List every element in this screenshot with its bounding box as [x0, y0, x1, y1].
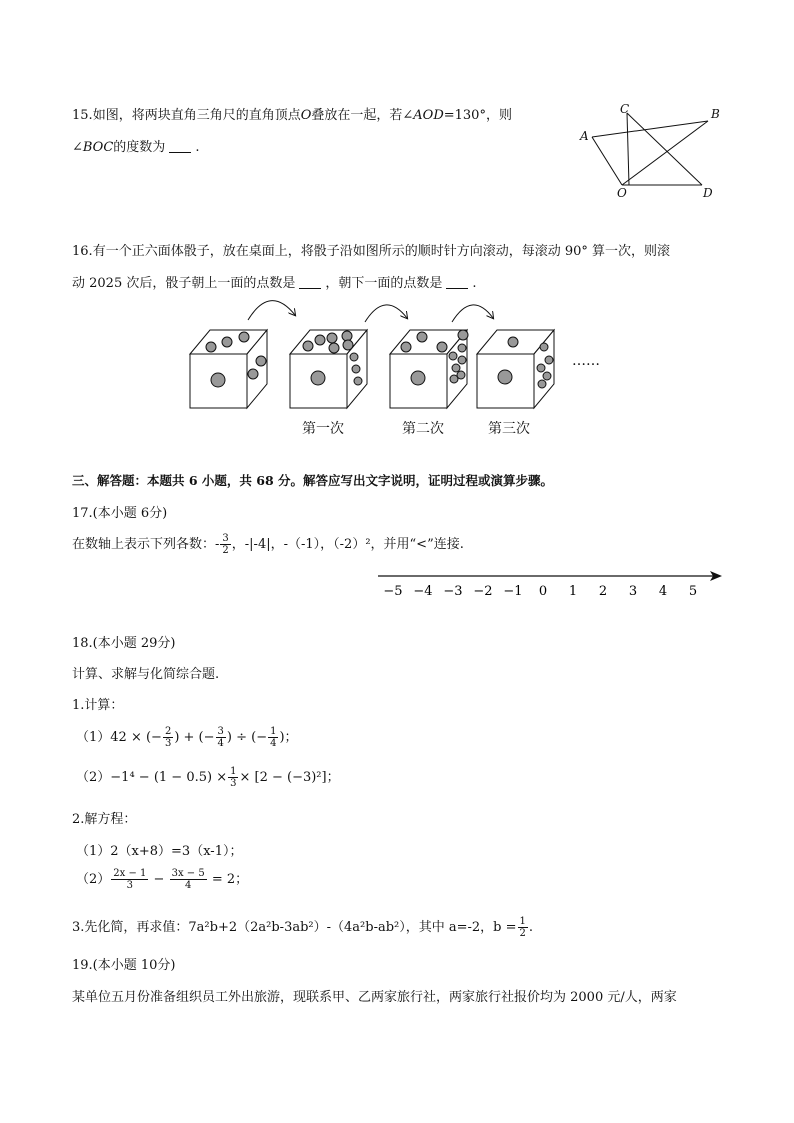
label-A: A [580, 129, 589, 143]
die-second [390, 330, 468, 408]
arrow-1 [248, 301, 295, 320]
tick-label: −2 [473, 584, 493, 599]
q18-calc-1: （1）42 × (− $\frac{2}{3}$ ) + (− $\frac{3}{4}$ ) ÷ (− $\frac{1}{4}$ )； [76, 726, 298, 749]
label-D: D [703, 186, 713, 200]
q18-calc-2: （2）−1⁴ − (1 − 0.5) × $\frac{1}{3}$ × [2 − (−3)²]； [76, 766, 340, 789]
dice-label-2: 第二次 [402, 421, 444, 437]
tick-label: −4 [413, 584, 433, 599]
segment-AO [592, 137, 622, 185]
tick-label: 3 [628, 584, 638, 599]
die-initial [190, 330, 267, 408]
tick-label: −5 [383, 584, 403, 599]
tick-label: 4 [658, 584, 668, 599]
die-first [290, 330, 367, 408]
tick-label: 0 [538, 584, 548, 599]
q18-intro: 计算、求解与化简综合题. [72, 667, 220, 682]
number-line [370, 566, 730, 606]
q18-eq-2: （2） $\frac{2x - 1}{3}$ − $\frac{3x - 5}{4}$ = 2； [76, 868, 249, 891]
q18-part2: 2.解方程： [72, 812, 137, 827]
die-third [477, 330, 554, 408]
segment-CO [627, 113, 629, 185]
dice-ellipsis: …… [572, 353, 600, 369]
dice-figure [180, 290, 630, 415]
label-C: C [620, 102, 630, 116]
q19-text: 某单位五月份准备组织员工外出旅游，现联系甲、乙两家旅行社，两家旅行社报价均为 2000 元/人，两家 [72, 990, 677, 1005]
tick-label: 2 [598, 584, 608, 599]
dice-label-1: 第一次 [302, 421, 344, 437]
q18-header: 18.(本小题 29分) [72, 636, 176, 651]
answer-blank-top [299, 288, 321, 289]
q18-part3: 3.先化简，再求值：7a²b+2（2a²b-3ab²）-（4a²b-ab²），其中 a=-2，b = $\frac{1}{2}$ . [72, 916, 534, 939]
tick-label: 1 [568, 584, 578, 599]
q15-figure [575, 100, 725, 200]
q19-header: 19.(本小题 10分) [72, 958, 176, 973]
q15-line1: 15.如图，将两块直角三角尺的直角顶点O叠放在一起，若∠AOD=130°，则 [72, 108, 512, 123]
label-B: B [711, 107, 720, 121]
tick-label: 5 [688, 584, 698, 599]
q18-part1: 1.计算： [72, 698, 124, 713]
tick-label: −1 [503, 584, 523, 599]
arrow-3 [452, 305, 493, 322]
answer-blank [169, 152, 191, 153]
q15-line2: ∠BOC的度数为 . [72, 140, 200, 155]
q17-text: 在数轴上表示下列各数：- $\frac{3}{2}$ ，-|-4|，-（-1），（-2）²，并用“<”连接. [72, 533, 464, 556]
section-title: 三、解答题：本题共 6 小题，共 68 分。解答应写出文字说明，证明过程或演算步骤。 [72, 473, 554, 488]
tick-label: −3 [443, 584, 463, 599]
label-O: O [617, 186, 627, 200]
dice-label-3: 第三次 [488, 421, 530, 437]
answer-blank-bottom [446, 288, 468, 289]
q18-eq-1: （1）2（x+8）=3（x-1）； [76, 844, 243, 859]
q16-line2: 动 2025 次后，骰子朝上一面的点数是 ，朝下一面的点数是 . [72, 276, 477, 291]
arrow-2 [365, 305, 407, 322]
q17-header: 17.(本小题 6分) [72, 506, 168, 521]
q16-line1: 16.有一个正六面体骰子，放在桌面上，将骰子沿如图所示的顺时针方向滚动，每滚动 90° 算一次，则滚 [72, 244, 670, 259]
